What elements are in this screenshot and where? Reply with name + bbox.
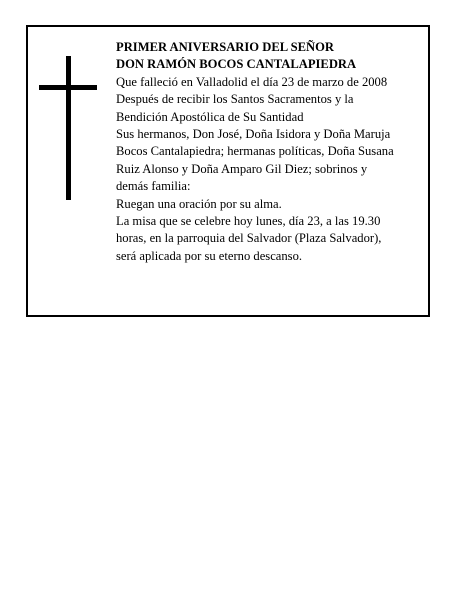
notice-body-line: Sus hermanos, Don José, Doña Isidora y Doña Maruja [116, 127, 391, 142]
obituary-notice [26, 25, 430, 317]
cross-horizontal-bar [39, 85, 97, 90]
notice-body-line: Ruegan una oración por su alma. [116, 196, 282, 211]
notice-body-line: horas, en la parroquia del Salvador (Plaza Salvador), [116, 231, 382, 246]
notice-body-line: será aplicada por su eterno descanso. [116, 248, 303, 263]
notice-body-line: Bendición Apostólica de Su Santidad [116, 109, 304, 124]
notice-text [116, 39, 422, 265]
notice-body-line: demás familia: [116, 179, 191, 194]
notice-heading-line-2: DON RAMÓN BOCOS CANTALAPIEDRA [116, 57, 357, 72]
notice-body-line: Ruiz Alonso y Doña Amparo Gil Diez; sobrinos y [116, 161, 368, 176]
notice-body-line: Que falleció en Valladolid el día 23 de marzo de 2008 [116, 74, 388, 89]
notice-body-line: Bocos Cantalapiedra; hermanas políticas, Doña Susana [116, 144, 394, 159]
notice-body-line: La misa que se celebre hoy lunes, día 23, a las 19.30 [116, 214, 381, 229]
notice-body-line: Después de recibir los Santos Sacramentos y la [116, 92, 354, 107]
notice-heading-line-1: PRIMER ANIVERSARIO DEL SEÑOR [116, 40, 334, 54]
cross-vertical-bar [66, 56, 71, 200]
